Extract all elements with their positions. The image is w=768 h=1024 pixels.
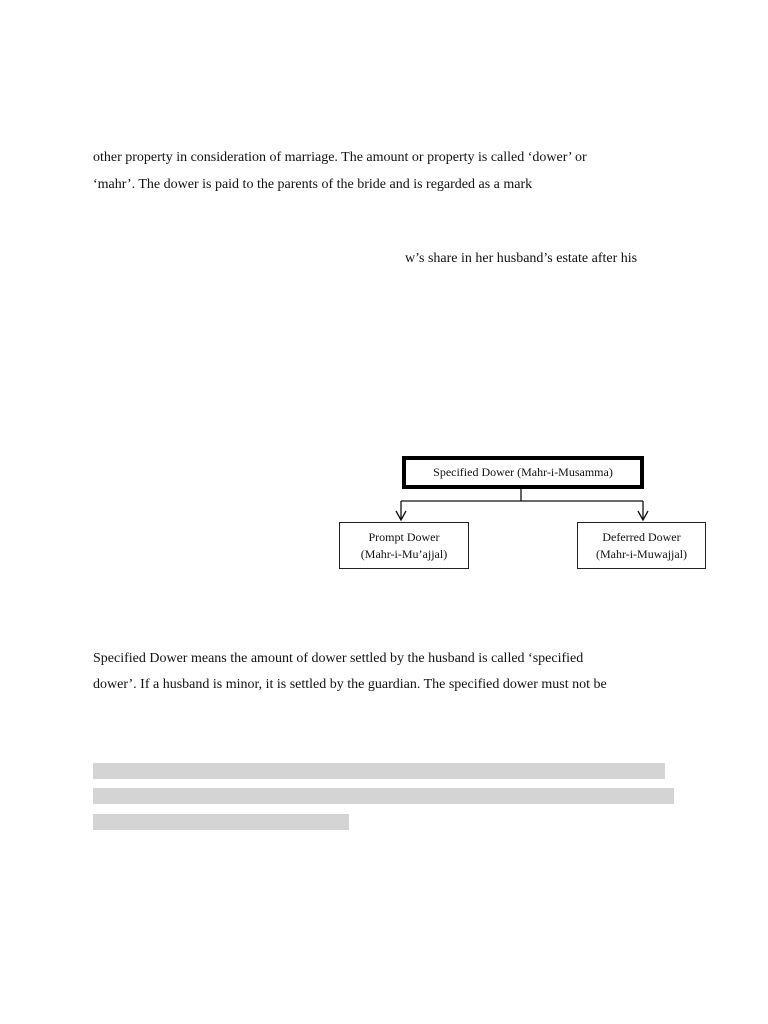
paragraph-2-line-2: dower’. If a husband is minor, it is settled by the guardian. The specified dower must not be — [93, 677, 607, 692]
text-fragment: w’s share in her husband’s estate after his — [405, 251, 638, 266]
root-node-specified-dower — [402, 456, 644, 489]
paragraph-2-line-1: Specified Dower means the amount of dower settled by the husband is called ‘specified — [93, 651, 584, 666]
deferred-dower-title: Deferred Dower — [602, 529, 681, 544]
redacted-line-1 — [93, 763, 665, 779]
prompt-dower-subtitle: (Mahr-i-Mu’ajjal) — [360, 546, 448, 561]
redacted-line-3 — [93, 814, 349, 830]
prompt-dower-title: Prompt Dower — [368, 529, 440, 544]
node-prompt-dower — [339, 522, 469, 569]
paragraph-1-line-1: other property in consideration of marriage. The amount or property is called ‘dower’ or — [93, 150, 587, 165]
root-node-label: Specified Dower (Mahr-i-Musamma) — [433, 465, 613, 479]
paragraph-1-line-2: ‘mahr’. The dower is paid to the parents of the bride and is regarded as a mark — [93, 177, 533, 192]
redacted-line-2 — [93, 788, 674, 804]
node-deferred-dower — [577, 522, 706, 569]
deferred-dower-subtitle: (Mahr-i-Muwajjal) — [595, 546, 688, 561]
